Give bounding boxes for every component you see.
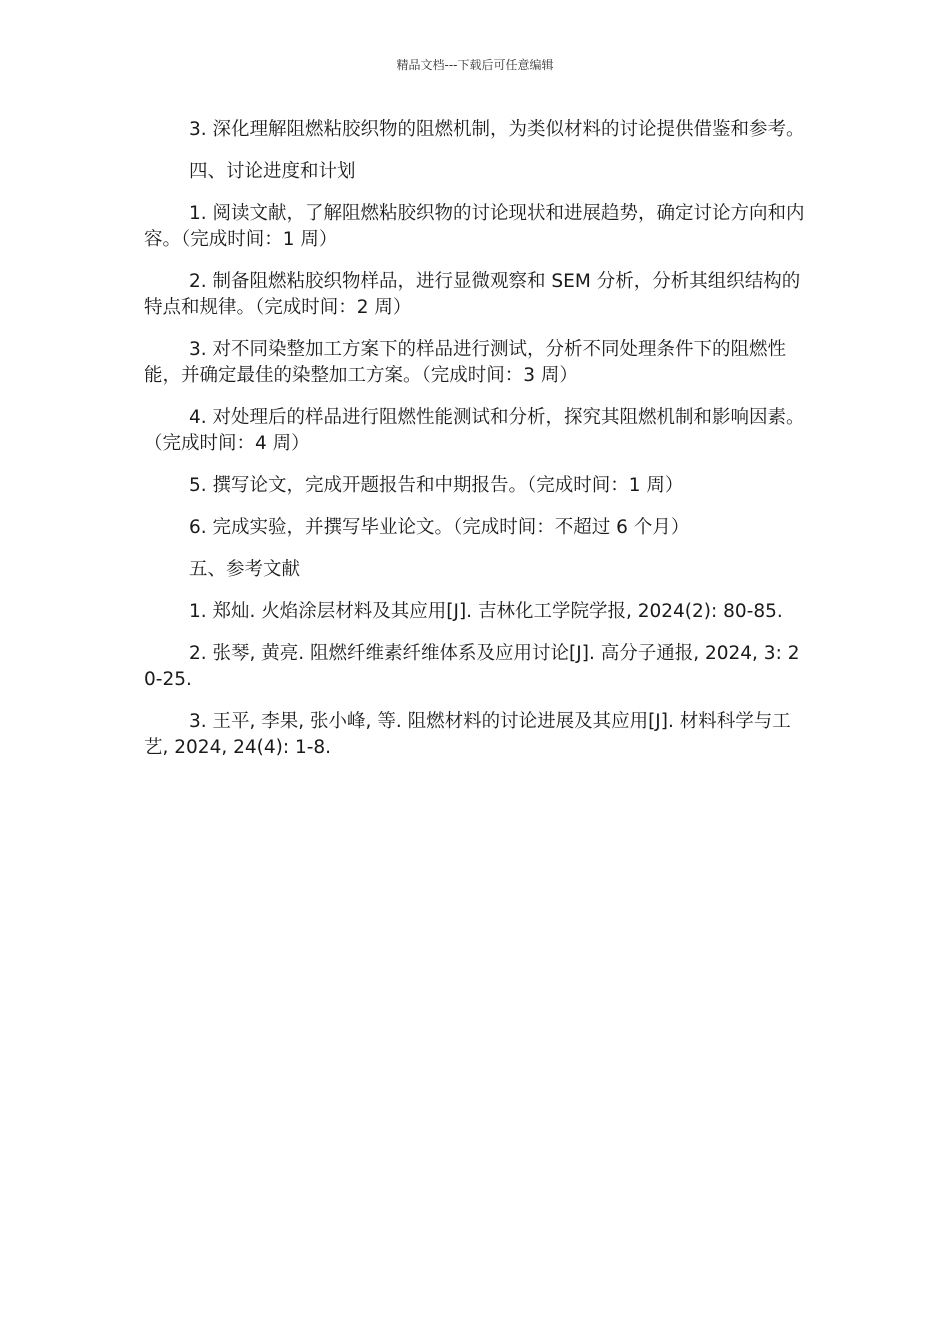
section-heading-references: 五、参考文献 — [189, 559, 301, 580]
schedule-item-3: 3. 对不同染整加工方案下的样品进行测试，分析不同处理条件下的阻燃性能，并确定最佳的染整加工方案。（完成时间：3 周） — [144, 339, 787, 386]
section-heading-schedule: 四、讨论进度和计划 — [189, 161, 356, 182]
reference-item-1: 1. 郑灿. 火焰涂层材料及其应用[J]. 吉林化工学院学报, 2024(2): 80-85. — [189, 601, 783, 622]
schedule-item-6: 6. 完成实验，并撰写毕业论文。（完成时间：不超过 6 个月） — [189, 517, 690, 538]
page-header: 精品文档---下载后可任意编辑 — [396, 58, 554, 72]
paragraph-objective-3: 3. 深化理解阻燃粘胶织物的阻燃机制，为类似材料的讨论提供借鉴和参考。 — [189, 119, 805, 140]
schedule-item-5: 5. 撰写论文，完成开题报告和中期报告。（完成时间：1 周） — [189, 475, 684, 496]
reference-item-2: 2. 张琴, 黄亮. 阻燃纤维素纤维体系及应用讨论[J]. 高分子通报, 2024, 3: 20-25. — [144, 643, 800, 690]
schedule-item-1: 1. 阅读文献，了解阻燃粘胶织物的讨论现状和进展趋势，确定讨论方向和内容。（完成时间：1 周） — [144, 203, 805, 250]
reference-item-3: 3. 王平, 李果, 张小峰, 等. 阻燃材料的讨论进展及其应用[J]. 材料科学与工艺, 2024, 24(4): 1-8. — [144, 711, 791, 758]
schedule-item-4: 4. 对处理后的样品进行阻燃性能测试和分析，探究其阻燃机制和影响因素。（完成时间：4 周） — [144, 407, 805, 454]
schedule-item-2: 2. 制备阻燃粘胶织物样品，进行显微观察和 SEM 分析，分析其组织结构的特点和规律。（完成时间：2 周） — [144, 271, 801, 318]
document-body — [144, 117, 806, 777]
